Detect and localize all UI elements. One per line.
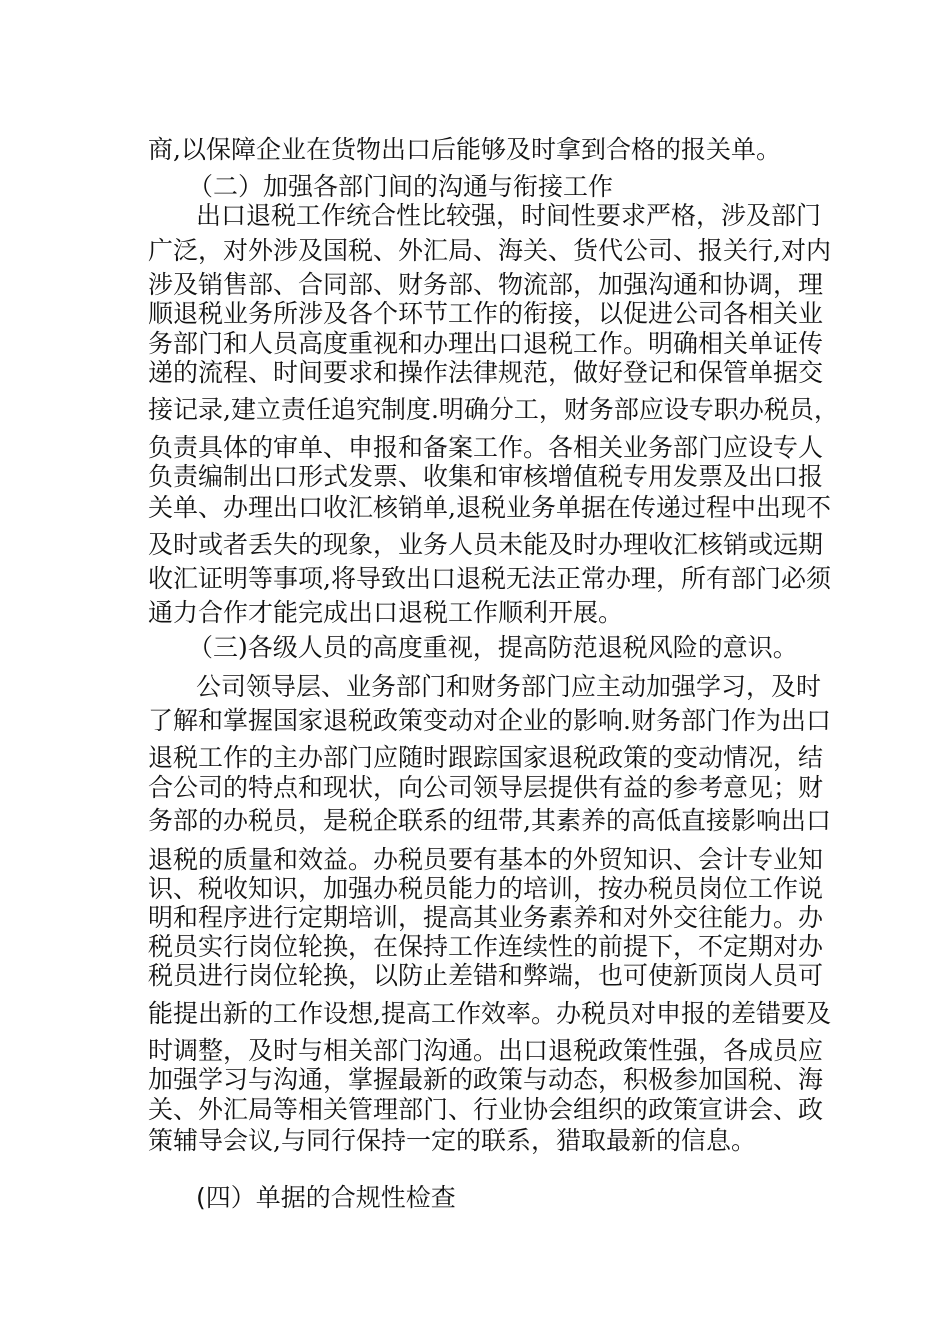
paragraph-line: 退税的质量和效益。办税员要有基本的外贸知识、会计专业知 xyxy=(148,845,824,874)
paragraph-line: 负责编制出口形式发票、收集和审核增值税专用发票及出口报 xyxy=(148,462,824,491)
paragraph-line: 递的流程、时间要求和操作法律规范，做好登记和保管单据交 xyxy=(148,358,824,387)
paragraph-line: 负责具体的审单、申报和备案工作。各相关业务部门应设专人 xyxy=(148,433,824,462)
paragraph-line: 商,以保障企业在货物出口后能够及时拿到合格的报关单。 xyxy=(148,135,781,164)
paragraph-line: 及时或者丢失的现象，业务人员未能及时办理收汇核销或远期 xyxy=(148,530,824,559)
paragraph-line: 关、外汇局等相关管理部门、行业协会组织的政策宣讲会、政 xyxy=(148,1095,824,1124)
paragraph-line: 合公司的特点和现状，向公司领导层提供有益的参考意见；财 xyxy=(148,773,824,802)
paragraph-line: 加强学习与沟通，掌握最新的政策与动态，积极参加国税、海 xyxy=(148,1065,824,1094)
paragraph-line: 税员进行岗位轮换，以防止差错和弊端，也可使新顶岗人员可 xyxy=(148,961,824,990)
paragraph-line: 税员实行岗位轮换，在保持工作连续性的前提下，不定期对办 xyxy=(148,932,824,961)
paragraph-line: 退税工作的主办部门应随时跟踪国家退税政策的变动情况，结 xyxy=(148,743,824,772)
paragraph-line: 关单、办理出口收汇核销单,退税业务单据在传递过程中出现不 xyxy=(148,493,831,522)
paragraph-line: 公司领导层、业务部门和财务部门应主动加强学习，及时 xyxy=(196,672,822,701)
paragraph-line: 策辅导会议,与同行保持一定的联系，猎取最新的信息。 xyxy=(148,1126,756,1155)
paragraph-line: 顺退税业务所涉及各个环节工作的衔接，以促进公司各相关业 xyxy=(148,299,824,328)
paragraph-line: 广泛，对外涉及国税、外汇局、海关、货代公司、报关行,对内 xyxy=(148,236,831,265)
paragraph-line: 出口退税工作统合性比较强，时间性要求严格，涉及部门 xyxy=(196,201,822,230)
section-heading: (四）单据的合规性检查 xyxy=(196,1183,456,1212)
section-heading: （三)各级人员的高度重视，提高防范退税风险的意识。 xyxy=(188,633,798,662)
paragraph-line: 了解和掌握国家退税政策变动对企业的影响.财务部门作为出口 xyxy=(148,706,831,735)
paragraph-line: 接记录,建立责任追究制度.明确分工，财务部应设专职办税员， xyxy=(148,395,839,424)
paragraph-line: 涉及销售部、合同部、财务部、物流部，加强沟通和协调，理 xyxy=(148,270,824,299)
paragraph-line: 务部门和人员高度重视和办理出口退税工作。明确相关单证传 xyxy=(148,329,824,358)
section-heading: （二）加强各部门间的沟通与衔接工作 xyxy=(188,172,614,201)
paragraph-line: 务部的办税员，是税企联系的纽带,其素养的高低直接影响出口 xyxy=(148,806,831,835)
paragraph-line: 识、税收知识，加强办税员能力的培训，按办税员岗位工作说 xyxy=(148,874,824,903)
paragraph-line: 能提出新的工作设想,提高工作效率。办税员对申报的差错要及 xyxy=(148,999,831,1028)
paragraph-line: 时调整，及时与相关部门沟通。出口退税政策性强，各成员应 xyxy=(148,1036,824,1065)
paragraph-line: 通力合作才能完成出口退税工作顺利开展。 xyxy=(148,598,624,627)
paragraph-line: 明和程序进行定期培训，提高其业务素养和对外交往能力。办 xyxy=(148,903,824,932)
paragraph-line: 收汇证明等事项,将导致出口退税无法正常办理，所有部门必须 xyxy=(148,564,831,593)
